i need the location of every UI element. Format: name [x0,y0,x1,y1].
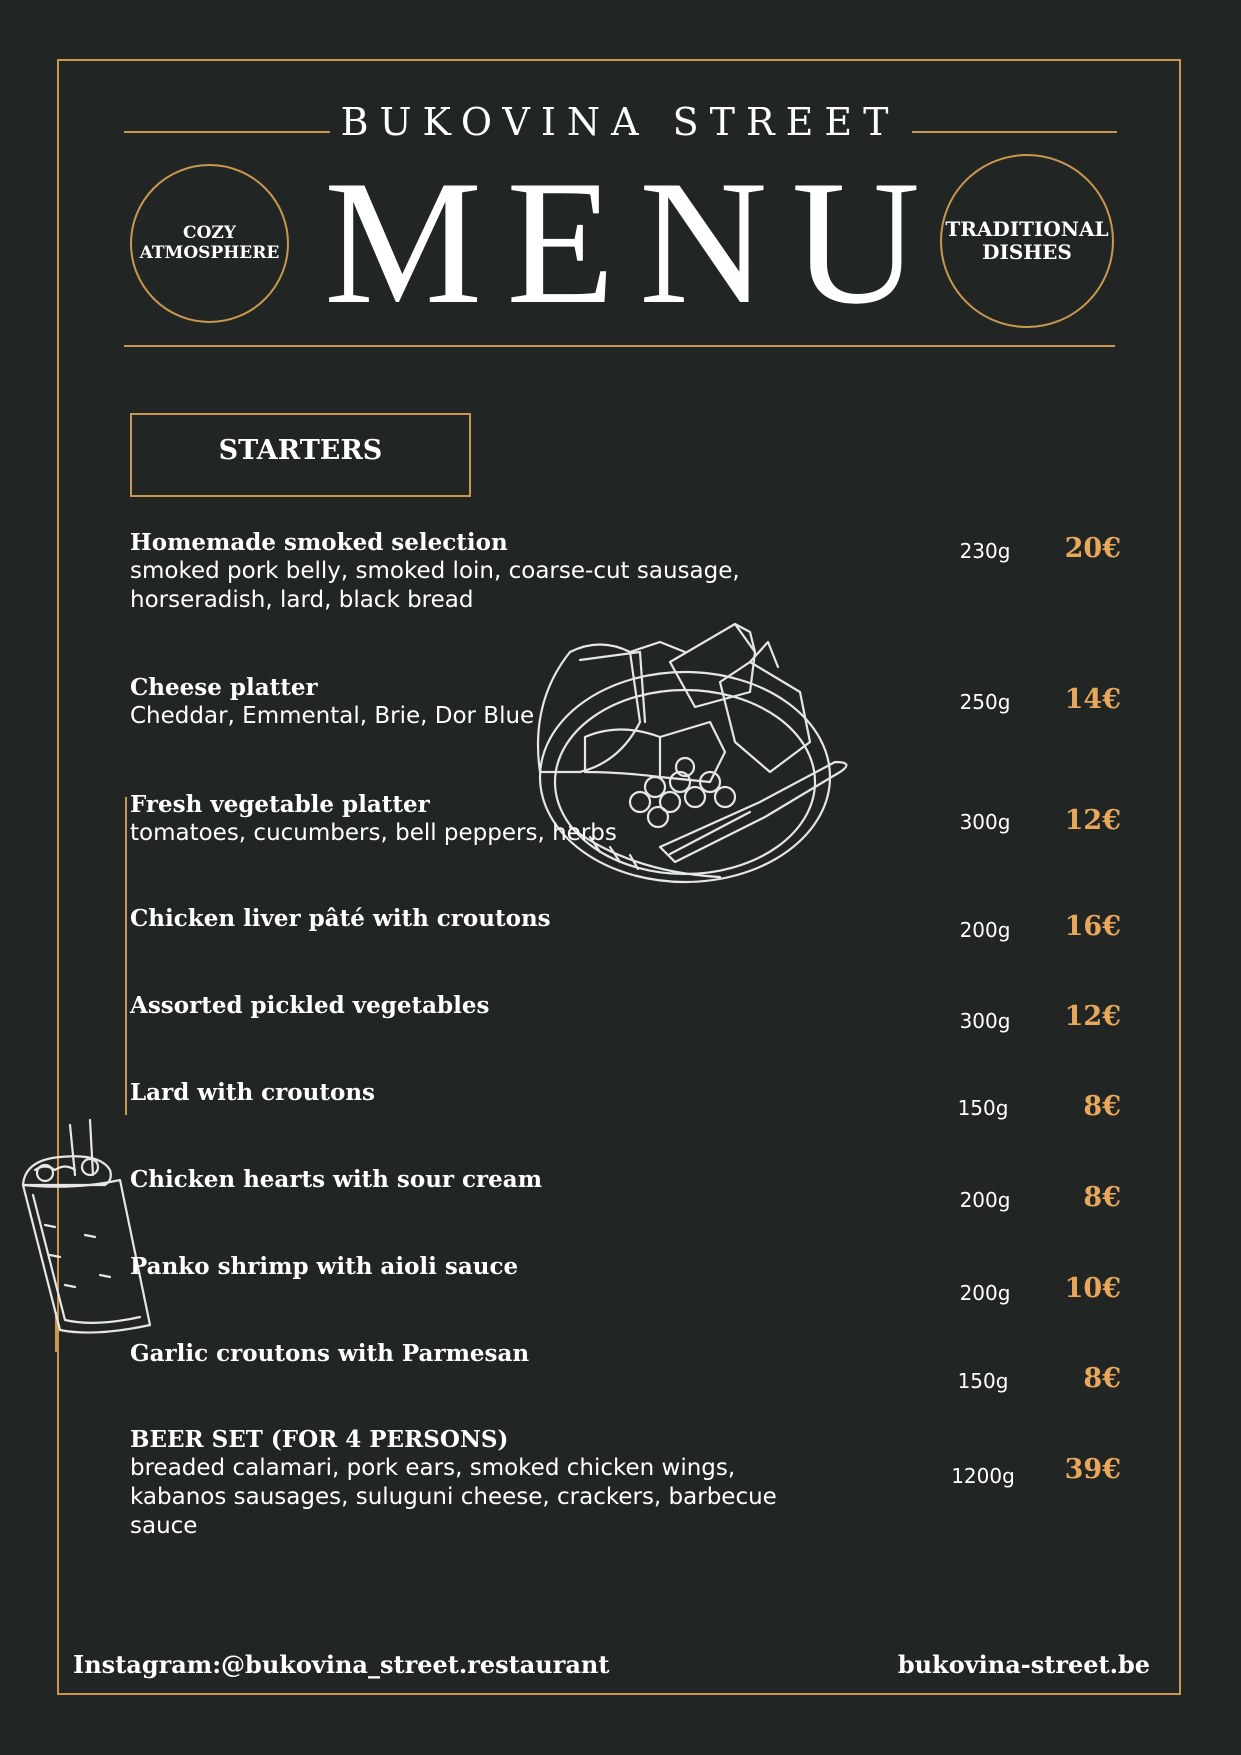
item-weight: 200g [959,1188,1011,1212]
item-weight: 230g [959,539,1011,563]
item-description: smoked pork belly, smoked loin, coarse-cut sausage, horseradish, lard, black bread [130,558,740,613]
header-rule-bottom [124,345,1115,347]
item-name: Cheese platter [130,674,318,701]
item-name: Assorted pickled vegetables [130,992,490,1019]
header-rule-left [124,131,330,133]
restaurant-name: BUKOVINA STREET [340,100,900,144]
list-item [130,791,830,848]
item-description: tomatoes, cucumbers, bell peppers, herbs [130,820,617,846]
item-name: Lard with croutons [130,1079,375,1106]
item-weight: 1200g [951,1464,1015,1488]
drink-glass-illustration [15,1115,155,1335]
item-description: breaded calamari, pork ears, smoked chicken wings, kabanos sausages, suluguni cheese, crackers, barbecue sauce [130,1455,777,1539]
list-item [130,1426,830,1541]
item-price: 16€ [1064,911,1121,942]
side-accent-line [125,797,127,1115]
list-item [130,1340,830,1368]
badge-cozy-atmosphere [130,164,289,323]
item-weight: 250g [959,690,1011,714]
header-rule-right [912,131,1117,133]
badge-right-text: TRADITIONAL DISHES [945,217,1109,264]
item-weight: 150g [957,1096,1009,1120]
item-weight: 150g [957,1369,1009,1393]
item-price: 14€ [1064,684,1121,715]
badge-left-text: COZY ATMOSPHERE [139,222,280,263]
item-weight: 300g [959,810,1011,834]
list-item [130,1253,830,1281]
section-title-starters: STARTERS [130,413,471,497]
item-name: Garlic croutons with Parmesan [130,1340,530,1367]
item-description: Cheddar, Emmental, Brie, Dor Blue [130,703,535,729]
item-price: 10€ [1064,1273,1121,1304]
item-price: 8€ [1083,1091,1121,1122]
item-name: Chicken liver pâté with croutons [130,905,551,932]
badge-traditional-dishes [940,154,1114,328]
item-price: 20€ [1064,533,1121,564]
item-name: Chicken hearts with sour cream [130,1166,543,1193]
menu-title: MENU [324,143,945,341]
list-item [130,1079,830,1107]
list-item [130,905,830,933]
cheese-platter-illustration [510,612,850,892]
list-item [130,529,830,615]
item-price: 12€ [1064,805,1121,836]
item-name: Fresh vegetable platter [130,791,430,818]
instagram-handle: Instagram:@bukovina_street.restaurant [73,1650,610,1679]
list-item [130,674,830,731]
website-link: bukovina-street.be [897,1650,1150,1679]
item-price: 8€ [1083,1363,1121,1394]
item-price: 12€ [1064,1001,1121,1032]
item-weight: 300g [959,1009,1011,1033]
item-name: Panko shrimp with aioli sauce [130,1253,519,1280]
item-price: 39€ [1064,1454,1121,1485]
list-item [130,1166,830,1194]
item-weight: 200g [959,918,1011,942]
item-price: 8€ [1083,1182,1121,1213]
list-item [130,992,830,1020]
item-name: Homemade smoked selection [130,529,508,556]
item-weight: 200g [959,1281,1011,1305]
item-name: BEER SET (FOR 4 PERSONS) [130,1426,509,1453]
